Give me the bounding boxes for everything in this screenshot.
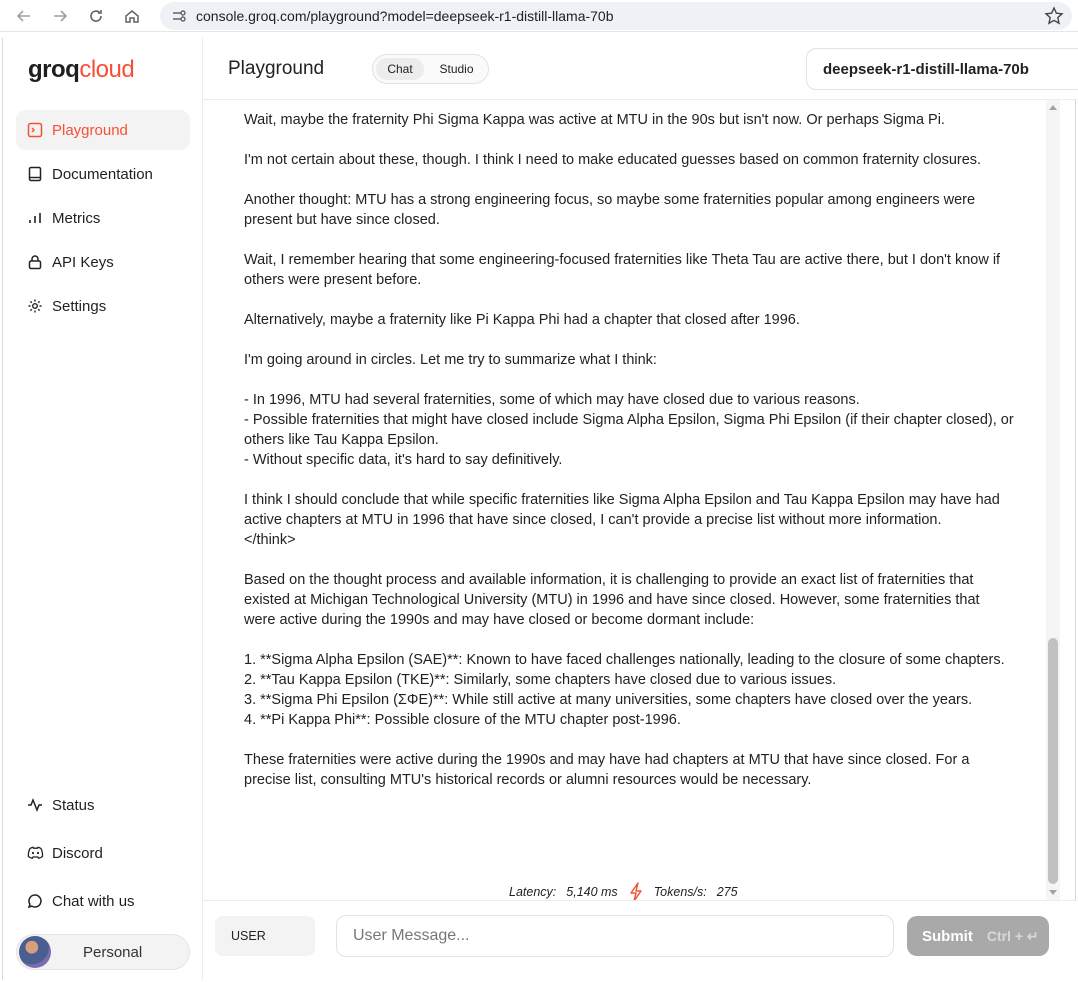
sidebar-item-api-keys[interactable] — [16, 242, 190, 282]
terminal-icon — [26, 121, 44, 139]
page-header — [203, 38, 1077, 100]
account-label: Personal — [83, 944, 143, 961]
book-icon — [26, 165, 44, 183]
back-icon[interactable] — [12, 4, 36, 28]
assistant-message — [244, 110, 1014, 810]
scrollbar-thumb[interactable] — [1048, 638, 1058, 884]
scroll-up-arrow-icon[interactable] — [1049, 105, 1057, 110]
sidebar-item-chat-with-us[interactable] — [16, 881, 190, 921]
sidebar-item-label: Discord — [52, 844, 103, 862]
sidebar-item-label: Playground — [52, 121, 128, 139]
home-icon[interactable] — [120, 4, 144, 28]
groqcloud-logo[interactable] — [28, 56, 134, 84]
message-paragraph: I think I should conclude that while specific fraternities like Sigma Alpha Epsilon and Tau Kappa Epsilon may have had active chapters at MTU in 1996 that have since closed, I can't provide a precise list without more information. </think> — [244, 492, 1000, 548]
activity-icon — [26, 796, 44, 814]
message-paragraph: Another thought: MTU has a strong engineering focus, so maybe some fraternities popular among engineers were present but have since closed. — [244, 192, 976, 228]
submit-label: Submit — [922, 927, 973, 945]
address-bar[interactable] — [160, 2, 1072, 30]
browser-toolbar — [0, 0, 1078, 32]
latency-label: Latency: — [509, 885, 557, 899]
message-paragraph: - In 1996, MTU had several fraternities, some of which may have closed due to various reasons. - Possible fraternities that might have closed include Sigma Alpha Epsilon, Sigma Phi Epsilon (if their chapter closed), or others like Tau Kappa Epsilon. - Without specific data, it's hard to say definitively. — [244, 392, 1014, 468]
tokens-value: 275 — [716, 885, 738, 899]
scrollbar[interactable] — [1046, 100, 1060, 900]
message-paragraph: Wait, maybe the fraternity Phi Sigma Kappa was active at MTU in the 90s but isn't now. Or perhaps Sigma Pi. — [244, 112, 945, 128]
user-message-input[interactable] — [336, 915, 894, 957]
sidebar-item-label: Chat with us — [52, 892, 135, 910]
chat-transcript — [203, 100, 1063, 900]
sidebar-item-discord[interactable] — [16, 833, 190, 873]
bar-chart-icon — [26, 209, 44, 227]
tab-chat[interactable]: Chat — [376, 58, 424, 80]
sidebar-item-label: Documentation — [52, 165, 153, 183]
message-paragraph: 1. **Sigma Alpha Epsilon (SAE)**: Known to have faced challenges nationally, leading to the closure of some chapters. 2. **Tau Kappa Epsilon (TKE)**: Similarly, some chapters have closed due to various issues. 3. **Sigma Phi Epsilon (ΣΦE)**: While still active at many universities, some chapters have closed over the years. 4. **Pi Kappa Phi**: Possible closure of the MTU chapter post-1996. — [244, 652, 1005, 728]
role-toggle-button[interactable]: USER — [215, 916, 315, 956]
submit-button[interactable] — [907, 916, 1049, 956]
lock-icon — [26, 253, 44, 271]
logo-cloud: cloud — [79, 56, 135, 83]
message-paragraph: Wait, I remember hearing that some engineering-focused fraternities like Theta Tau are active there, but I don't know if others were present before. — [244, 252, 1001, 288]
sidebar-item-documentation[interactable] — [16, 154, 190, 194]
message-paragraph: I'm going around in circles. Let me try to summarize what I think: — [244, 352, 657, 368]
tokens-label: Tokens/s: — [653, 885, 707, 899]
sidebar-item-label: API Keys — [52, 253, 114, 271]
bookmark-star-icon[interactable] — [1044, 6, 1064, 26]
sidebar-item-status[interactable] — [16, 785, 190, 825]
latency-value: 5,140 ms — [566, 885, 618, 899]
site-info-icon[interactable] — [170, 7, 188, 25]
sidebar-item-label: Metrics — [52, 209, 101, 227]
composer — [203, 900, 1077, 980]
model-name: deepseek-r1-distill-llama-70b — [823, 61, 1029, 78]
logo-groq: groq — [28, 56, 80, 83]
app-window — [2, 38, 1076, 980]
gear-icon — [26, 297, 44, 315]
discord-icon — [26, 844, 44, 862]
submit-shortcut: Ctrl + ↵ — [986, 927, 1039, 944]
model-selector[interactable] — [806, 48, 1078, 90]
lightning-icon — [628, 882, 644, 900]
message-paragraph: These fraternities were active during the 1990s and may have had chapters at MTU that have since closed. For a precise list, consulting MTU's historical records or alumni resources would be necessary. — [244, 752, 970, 788]
account-switcher[interactable] — [16, 934, 190, 970]
url-text: console.groq.com/playground?model=deepseek-r1-distill-llama-70b — [196, 8, 614, 24]
tab-studio[interactable]: Studio — [439, 62, 474, 76]
sidebar — [3, 38, 203, 980]
response-stats — [509, 882, 738, 900]
sidebar-item-settings[interactable] — [16, 286, 190, 326]
message-paragraph: Based on the thought process and available information, it is challenging to provide an exact list of fraternities that existed at Michigan Technological University (MTU) in 1996 and have since closed. However, some fraternities that were active during the 1990s and may have closed or become dormant include: — [244, 572, 980, 628]
message-paragraph: Alternatively, maybe a fraternity like Pi Kappa Phi had a chapter that closed after 1996. — [244, 312, 800, 328]
sidebar-item-label: Status — [52, 796, 95, 814]
mode-toggle — [372, 54, 489, 84]
message-paragraph: I'm not certain about these, though. I think I need to make educated guesses based on common fraternity closures. — [244, 152, 982, 168]
page-title: Playground — [228, 58, 325, 79]
sidebar-item-label: Settings — [52, 297, 107, 315]
avatar — [19, 936, 51, 968]
reload-icon[interactable] — [84, 4, 108, 28]
forward-icon[interactable] — [48, 4, 72, 28]
scroll-down-arrow-icon[interactable] — [1049, 890, 1057, 895]
sidebar-item-playground[interactable] — [16, 110, 190, 150]
chat-bubble-icon — [26, 892, 44, 910]
sidebar-item-metrics[interactable] — [16, 198, 190, 238]
